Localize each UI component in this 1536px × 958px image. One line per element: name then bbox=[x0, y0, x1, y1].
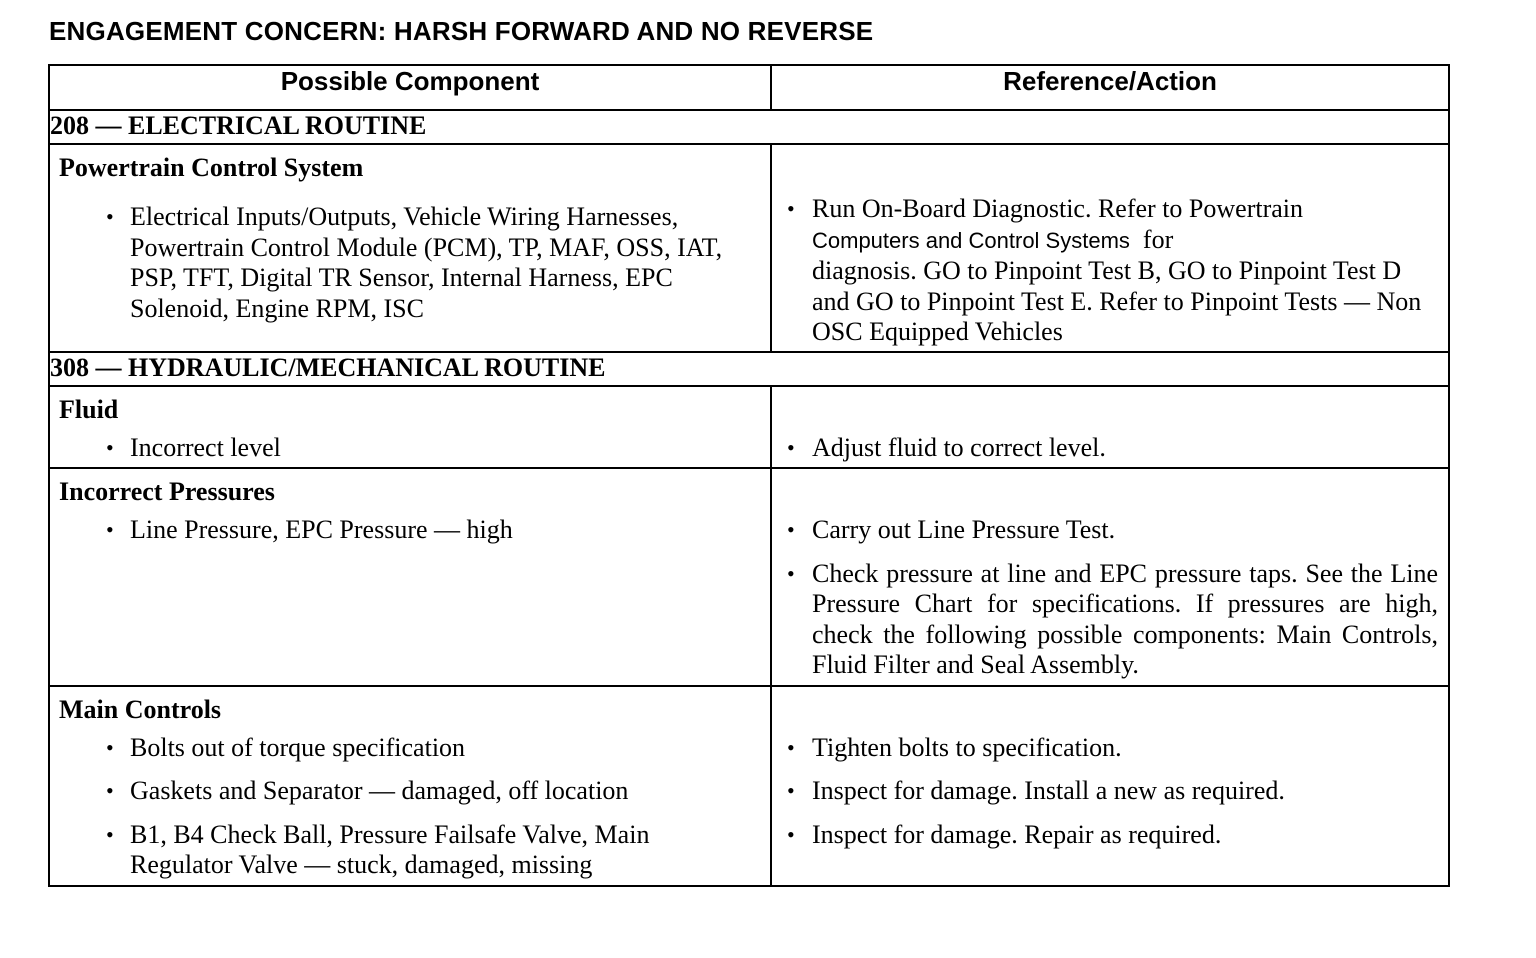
component-item: • Incorrect level bbox=[50, 433, 770, 464]
section-row-hydraulic bbox=[49, 352, 1449, 386]
action-item: • Inspect for damage. Install a new as required. bbox=[772, 776, 1448, 807]
page-title: ENGAGEMENT CONCERN: HARSH FORWARD AND NO REVERSE bbox=[49, 16, 874, 46]
component-cell bbox=[49, 386, 771, 469]
action-text: diagnosis. GO to Pinpoint Test B, GO to Pinpoint Test D and GO to Pinpoint Test E. Refer to Pinpoint Tests — Non OSC Equipped Vehicles bbox=[812, 256, 1422, 346]
action-item: • Check pressure at line and EPC pressure taps. See the Line Pressure Chart for specifications. If pressures are high, check the following possible components: Main Controls, Fluid Filter and Seal Assembly. bbox=[772, 559, 1448, 681]
component-item: • Gaskets and Separator — damaged, off location bbox=[50, 776, 770, 807]
group-title: Incorrect Pressures bbox=[59, 477, 275, 506]
section-title-hydraulic: 308 — HYDRAULIC/MECHANICAL ROUTINE bbox=[49, 352, 1449, 386]
component-cell bbox=[49, 468, 771, 686]
action-text: for bbox=[1142, 224, 1174, 254]
component-item: • B1, B4 Check Ball, Pressure Failsafe Valve, Main Regulator Valve — stuck, damaged, missing bbox=[50, 820, 770, 881]
component-cell bbox=[49, 686, 771, 886]
group-row-powertrain-control bbox=[49, 144, 1449, 352]
group-title: Powertrain Control System bbox=[59, 153, 364, 182]
section-row-electrical bbox=[49, 110, 1449, 144]
action-cell bbox=[771, 386, 1449, 469]
component-item: • Electrical Inputs/Outputs, Vehicle Wiring Harnesses, Powertrain Control Module (PCM), TP, MAF, OSS, IAT, PSP, TFT, Digital TR Sensor, Internal Harness, EPC Solenoid, Engine RPM, ISC bbox=[50, 202, 770, 324]
action-text: Run On-Board Diagnostic. Refer to Powertrain bbox=[812, 194, 1304, 223]
component-cell bbox=[49, 144, 771, 352]
column-header-component: Possible Component bbox=[49, 65, 771, 110]
action-item: • Inspect for damage. Repair as required. bbox=[772, 820, 1448, 851]
header-row bbox=[49, 65, 1449, 110]
manual-reference: Computers and Control Systems bbox=[812, 227, 1130, 253]
column-header-action: Reference/Action bbox=[771, 65, 1449, 110]
section-title-electrical: 208 — ELECTRICAL ROUTINE bbox=[49, 110, 1449, 144]
component-item: • Bolts out of torque specification bbox=[50, 733, 770, 764]
action-item bbox=[772, 194, 1448, 348]
action-cell bbox=[771, 686, 1449, 886]
group-title: Fluid bbox=[59, 394, 119, 424]
group-title: Main Controls bbox=[59, 694, 222, 724]
action-cell bbox=[771, 144, 1449, 352]
group-row-fluid bbox=[49, 386, 1449, 469]
action-cell bbox=[771, 468, 1449, 686]
diagnostic-table bbox=[48, 64, 1450, 887]
group-row-main-controls bbox=[49, 686, 1449, 886]
action-item: • Adjust fluid to correct level. bbox=[772, 433, 1448, 464]
group-row-incorrect-pressures bbox=[49, 468, 1449, 686]
action-item: • Tighten bolts to specification. bbox=[772, 733, 1448, 764]
action-item: • Carry out Line Pressure Test. bbox=[772, 515, 1448, 546]
component-item: • Line Pressure, EPC Pressure — high bbox=[50, 515, 770, 546]
